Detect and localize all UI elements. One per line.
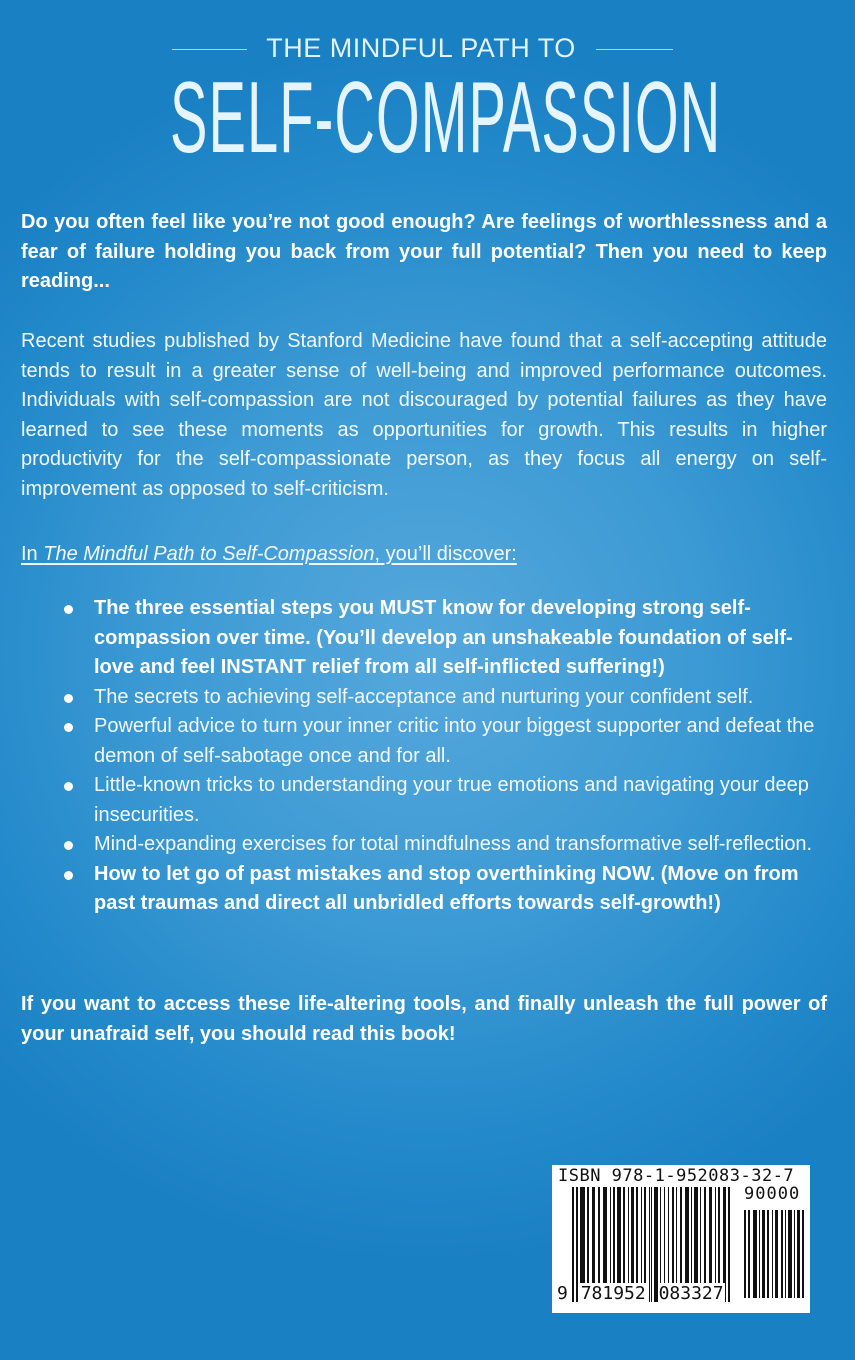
isbn-label: ISBN 978-1-952083-32-7 xyxy=(558,1166,795,1186)
barcode-lead-digit: 9 xyxy=(557,1283,568,1304)
list-item-text: Powerful advice to turn your inner critic into your biggest supporter and defeat the demon of self-sabotage once and for all. xyxy=(94,715,815,767)
title-subtitle: THE MINDFUL PATH TO xyxy=(266,33,576,63)
barcode-bars-addon xyxy=(744,1210,806,1298)
discover-suffix: , you’ll discover: xyxy=(374,543,517,565)
bullet-icon xyxy=(64,782,73,791)
list-item-text: Mind-expanding exercises for total mindfulness and transformative self-reflection. xyxy=(94,833,813,855)
closing-paragraph: If you want to access these life-altering tools, and finally unleash the full power of your unafraid self, you should read this book! xyxy=(21,993,827,1045)
bullet-icon xyxy=(64,694,73,703)
title-divider-right xyxy=(596,49,673,50)
title-divider-left xyxy=(172,49,247,50)
discover-heading xyxy=(21,540,827,570)
barcode-group-1: 781952 xyxy=(580,1283,646,1304)
bullet-icon xyxy=(64,841,73,850)
bullet-icon xyxy=(64,871,73,880)
discover-prefix: In xyxy=(21,543,44,565)
price-code: 90000 xyxy=(744,1184,801,1204)
barcode-group-2: 083327 xyxy=(658,1283,724,1304)
list-item xyxy=(0,830,829,860)
bullet-icon xyxy=(64,723,73,732)
intro-paragraph: Do you often feel like you’re not good enough? Are feelings of worthlessness and a fear of failure holding you back from your full potential? Then you need to keep reading... xyxy=(21,211,827,292)
title-main-wrap xyxy=(170,62,722,174)
list-item-text: Little-known tricks to understanding your true emotions and navigating your deep insecurities. xyxy=(94,774,809,826)
barcode-digits xyxy=(556,1283,725,1304)
isbn-barcode xyxy=(552,1165,810,1313)
list-item-text: The three essential steps you MUST know for developing strong self-compassion over time. (You’ll develop an unshakeable foundation of self-love and feel INSTANT relief from all self-inflicted suffering!) xyxy=(94,597,793,678)
list-item xyxy=(0,860,829,919)
list-item xyxy=(0,771,829,830)
bullet-icon xyxy=(64,605,73,614)
title-main: SELF-COMPASSION xyxy=(170,62,722,174)
body-paragraph: Recent studies published by Stanford Medicine have found that a self-accepting attitude tends to result in a greater sense of well-being and improved performance outcomes. Individuals with self-compassion are not discouraged by potential failures as they have learned to see these moments as opportunities for growth. This results in higher productivity for the self-compassionate person, as they focus all energy on self-improvement as opposed to self-criticism. xyxy=(21,330,827,500)
list-item xyxy=(0,712,829,771)
list-item-text: The secrets to achieving self-acceptance and nurturing your confident self. xyxy=(94,685,754,708)
discover-book-title: The Mindful Path to Self-Compassion xyxy=(43,543,375,565)
benefits-list xyxy=(0,594,855,919)
list-item xyxy=(0,683,829,713)
list-item xyxy=(0,594,829,683)
list-item-text: How to let go of past mistakes and stop overthinking NOW. (Move on from past traumas and direct all unbridled efforts towards self-growth!) xyxy=(94,862,799,914)
